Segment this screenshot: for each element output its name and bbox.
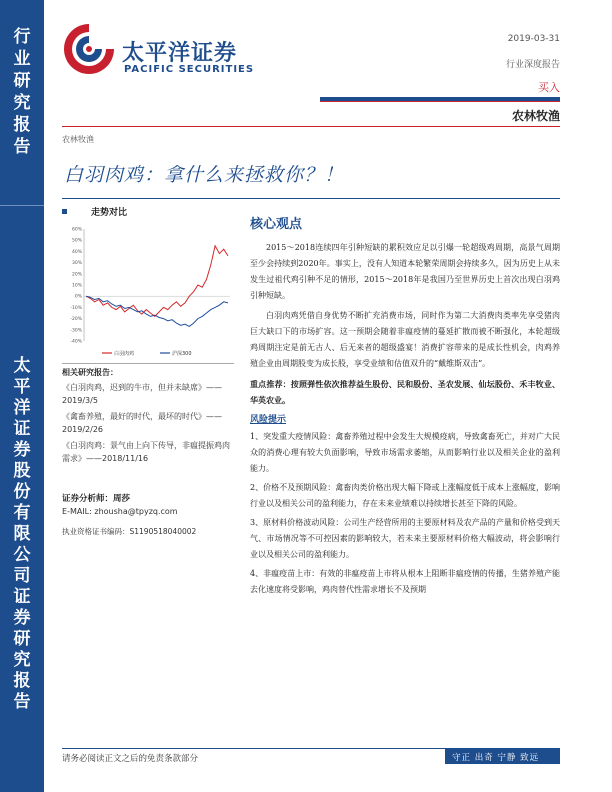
- brand-name-en: PACIFIC SECURITIES: [124, 64, 255, 75]
- sidebar: [0, 0, 44, 792]
- report-date: 2019-03-31: [507, 34, 560, 44]
- footer-disclaimer: 请务必阅读正文之后的免责条款部分: [62, 754, 199, 764]
- report-type: 行业深度报告: [505, 60, 560, 70]
- analyst-certificate: 执业资格证书编码：S1190518040002: [62, 527, 197, 536]
- sector-label: 农林牧渔: [511, 109, 560, 123]
- main-content: [250, 213, 560, 601]
- chart-y-tick-label: -30%: [70, 328, 82, 334]
- risk-heading: 风险提示: [250, 415, 287, 425]
- sidebar-divider: [0, 205, 44, 206]
- header-divider: [62, 126, 560, 127]
- chart-y-tick-label: -20%: [70, 317, 82, 323]
- square-bullet-icon: [62, 209, 67, 214]
- analyst-email: E-MAIL: zhousha@tpyzq.com: [62, 507, 178, 516]
- analyst-name: 证券分析师：周莎: [62, 494, 131, 504]
- paragraph-2: 白羽肉鸡凭借自身优势不断扩充消费市场，同时作为第二大消费肉类率先享受猪肉巨大缺口下的市场扩容。这一预期会随着非瘟疫情的蔓延扩散而被不断强化，本轮超级鸡周期注定是前无古人、后无来者的超级盛宴！消费扩容带来的是成长性机会，肉鸡养殖企业由周期股变为成长股，享受业绩和估值双升的“戴维斯双击”。: [250, 311, 560, 368]
- related-report-2: 《禽畜养殖，最好的时代，最坏的时代》——2019/2/26: [62, 412, 222, 434]
- chart-y-tick-label: 30%: [71, 261, 82, 267]
- rating-badge: 买入: [538, 81, 560, 94]
- sector-breadcrumb: 农林牧渔: [62, 135, 94, 144]
- chart-y-tick-label: 60%: [71, 227, 82, 233]
- paragraph-1: 2015～2018连续四年引种短缺的累积效应足以引爆一轮超级鸡周期，高景气周期至少会持续到2020年。事实上，没有人知道本轮繁荣周期会持续多久，因为历史上从未发生过祖代鸡引种不足的情形，2015～2018年是我国乃至世界历史上首次出现白羽鸡引种短缺。: [250, 243, 560, 300]
- chart-y-tick-label: 10%: [71, 283, 82, 289]
- footer-motto: 守正 出奇 宁静 致远: [452, 753, 540, 763]
- chart-y-tick-label: -40%: [70, 339, 82, 345]
- chart-series-line: [86, 296, 228, 326]
- chart-y-tick-label: 40%: [71, 249, 82, 255]
- core-heading: 核心观点: [250, 217, 303, 232]
- risk-item: 4、非瘟疫苗上市：有效的非瘟疫苗上市将从根本上阻断非瘟疫情的传播，生猪养殖产能去化速度将受影响，鸡肉替代性需求增长不及预期: [250, 569, 560, 594]
- chart-legend-label: 沪深300: [172, 351, 192, 357]
- chart-header: [62, 205, 234, 218]
- chart-series-line: [86, 246, 228, 317]
- chart-y-tick-label: 0%: [74, 294, 82, 300]
- sidebar-company-name: 太平洋证券股份有限公司证券研究报告: [13, 356, 31, 712]
- pacific-securities-logo-icon: [62, 22, 116, 76]
- risk-item: 1、突发重大疫情风险：禽畜养殖过程中会发生大规模疫病，导致禽畜死亡，并对广大民众的消费心理有较大负面影响，导致市场需求萎缩，从而影响行业以及相关企业的盈利能力。: [250, 432, 560, 473]
- recommendation: 重点推荐：按照弹性依次推荐益生股份、民和股份、圣农发展、仙坛股份、禾丰牧业、华英农业。: [250, 379, 560, 405]
- related-report-3: 《白羽肉鸡：景气由上向下传导，非瘟提振鸡肉需求》——2018/11/16: [62, 441, 230, 463]
- risk-item: 3、原材料价格波动风险：公司生产经营所用的主要原材料及农产品的产量和价格受到天气、市场情况等不可控因素的影响较大，若未来主要原材料价格大幅波动，将会影响行业以及相关公司的盈利能力。: [250, 518, 560, 559]
- page-title: 白羽肉鸡：拿什么来拯救你？！: [64, 164, 345, 186]
- chart-legend-label: 白羽肉鸡: [114, 351, 135, 357]
- left-divider: [62, 363, 234, 364]
- related-reports-title: 相关研究报告：: [62, 368, 118, 377]
- chart-y-tick-label: 20%: [71, 272, 82, 278]
- chart-y-tick-label: -10%: [70, 305, 82, 311]
- risk-item: 2、价格不及预期风险：禽畜肉类价格出现大幅下降或上涨幅度低于成本上涨幅度，影响行业以及相关公司的盈利能力，存在未来业绩难以持续增长甚至下降的风险。: [250, 483, 560, 508]
- sidebar-report-category: 行业研究报告: [13, 27, 31, 157]
- related-report-1: 《白羽肉鸡，迟到的牛市，但并未缺席》——2019/3/5: [62, 383, 222, 405]
- brand-name-cn: 太平洋证券: [122, 41, 238, 66]
- left-column: [62, 205, 234, 536]
- trend-chart: [62, 223, 234, 361]
- chart-title: 走势对比: [91, 208, 128, 218]
- header-bar-accent: [320, 101, 560, 102]
- chart-y-tick-label: 50%: [71, 238, 82, 244]
- title-divider: [62, 198, 560, 199]
